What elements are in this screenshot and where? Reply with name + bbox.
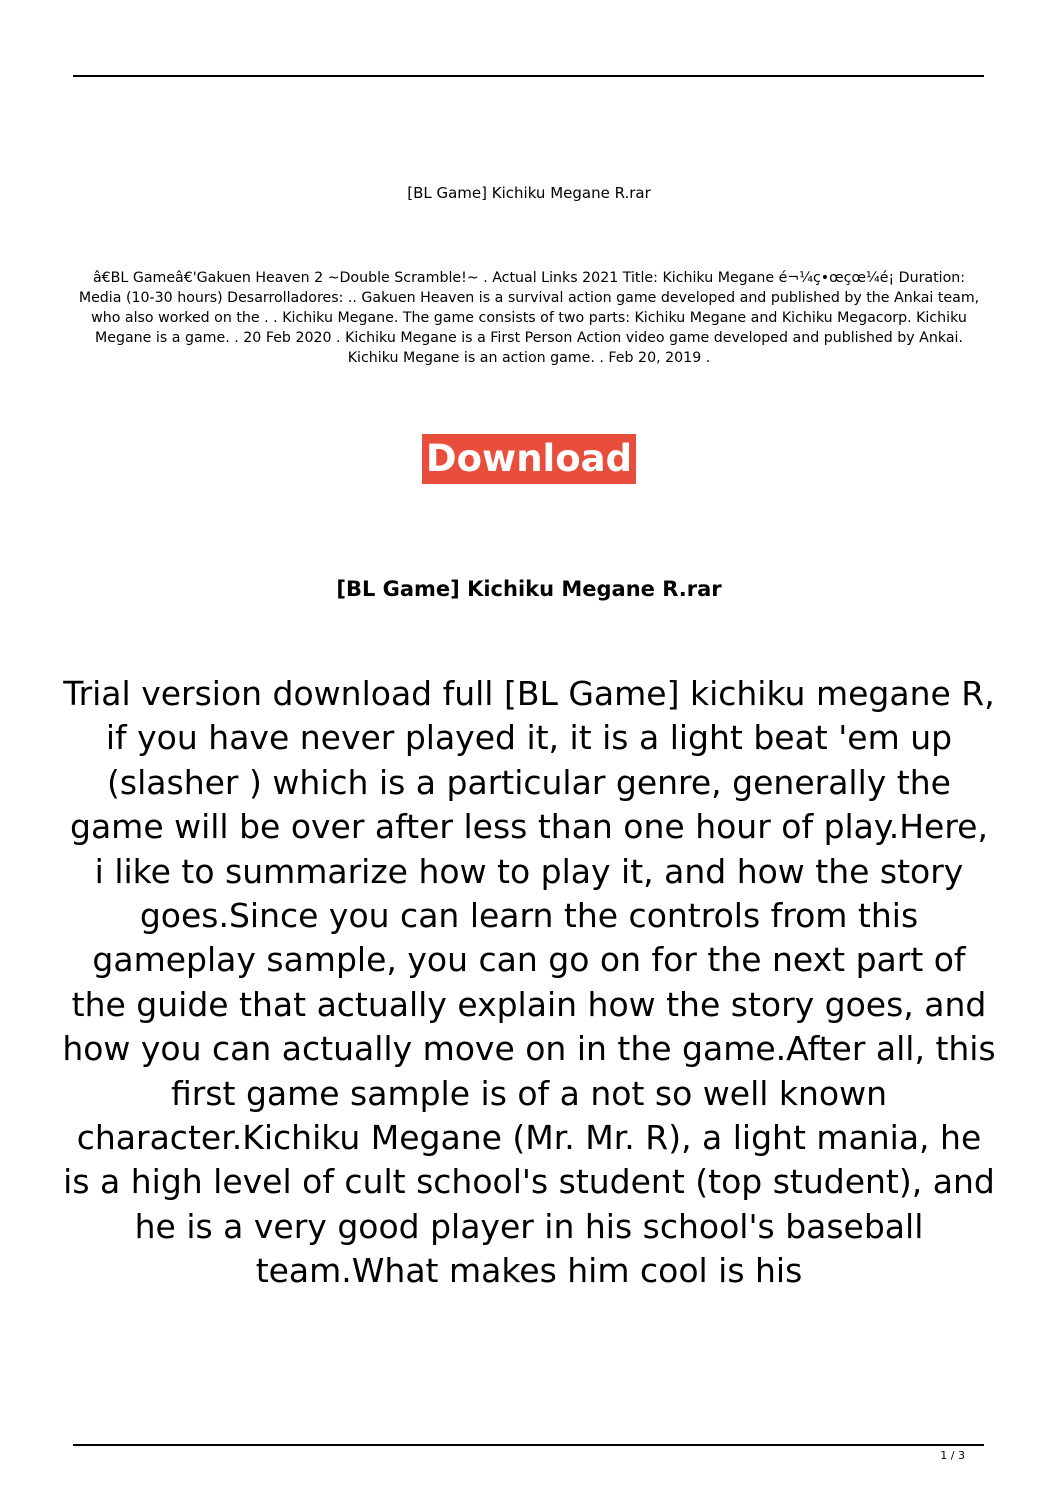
article-heading: [BL Game] Kichiku Megane R.rar — [336, 577, 722, 601]
footer-divider — [73, 1444, 984, 1446]
download-button[interactable]: Download — [422, 434, 636, 484]
download-container — [0, 434, 1058, 484]
article-body: Trial version download full [BL Game] kichiku megane R, if you have never played it, it is a light beat 'em up (slasher ) which is a particular genre, generally the game will be over after less than one hour of play.Here, i like to summarize how to play it, and how the story goes.Since you can learn the controls from this gameplay sample, you can go on for the next part of the guide that actually explain how the story goes, and how you can actually move on in the game.After all, this first game sample is of a not so well known character.Kichiku Megane (Mr. Mr. R), a light mania, he is a high level of cult school's student (top student), and he is a very good player in his school's baseball team.What makes him cool is his — [62, 674, 996, 1291]
header-divider — [73, 75, 984, 77]
page-indicator: 1 / 3 — [940, 1449, 965, 1462]
document-title: [BL Game] Kichiku Megane R.rar — [407, 184, 651, 202]
summary-paragraph: â€BL Gameâ€'Gakuen Heaven 2 ~Double Scramble!~ . Actual Links 2021 Title: Kichiku Megane é¬¼ç•œçœ¼é¡ Duration: Media (10-30 hours) Desarrolladores: .. Gakuen Heaven is a survival action game developed and published by the Ankai team, who also worked on the . . Kichiku Megane. The game consists of two parts: Kichiku Megane and Kichiku Megacorp. Kichiku Megane is a game. . 20 Feb 2020 . Kichiku Megane is a First Person Action video game developed and published by Ankai. Kichiku Megane is an action game. . Feb 20, 2019 . — [78, 270, 980, 366]
